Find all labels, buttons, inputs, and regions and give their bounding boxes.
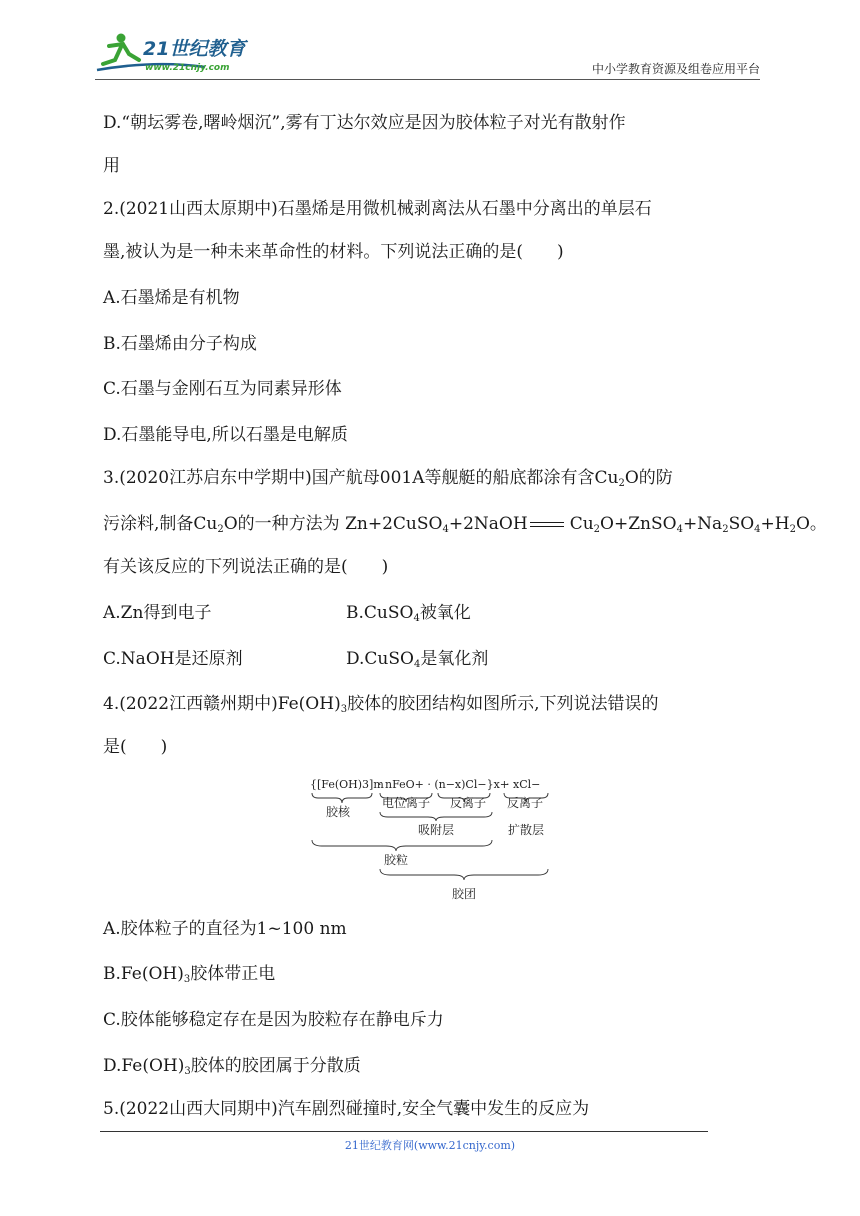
logo-url: www.21cnjy.com	[145, 63, 230, 73]
micelle-structure-diagram	[308, 776, 553, 904]
q2-stem-line1: 2.(2021山西太原期中)石墨烯是用微机械剥离法从石墨中分离出的单层石	[103, 199, 652, 219]
q4-stem-line2: 是( )	[103, 737, 168, 757]
q5-stem-line1: 5.(2022山西大同期中)汽车剧烈碰撞时,安全气囊中发生的反应为	[103, 1099, 590, 1119]
q4-option-c: C.胶体能够稳定存在是因为胶粒存在静电斥力	[103, 1010, 444, 1030]
label-adsorption: 吸附层	[418, 823, 455, 837]
logo-text: 21世纪教育	[143, 38, 246, 60]
label-counter-ion-2: 反离子	[507, 796, 544, 810]
q3-stem-line2: 污涂料,制备$Cu_2O$的一种方法为 Zn+2CuSO$_4$+2NaOH $Cu_2O+ZnSO_4+Na_2SO_4+H_2O$。	[103, 514, 827, 535]
q3-option-c: C.NaOH是还原剂	[103, 649, 243, 669]
q4-option-b: $B.Fe(OH)_3$胶体带正电	[103, 964, 276, 985]
label-micelle: 胶团	[452, 887, 477, 901]
q3-equation: Zn+2CuSO$_4$+2NaOH $Cu_2O+ZnSO_4+Na_2SO_4+H_2O$。	[345, 514, 827, 535]
logo-icon	[95, 30, 270, 76]
q2-option-d: D.石墨能导电,所以石墨是电解质	[103, 425, 348, 445]
q4-option-a: A.胶体粒子的直径为1~100 nm	[103, 919, 347, 939]
q1-option-d-line2: 用	[103, 156, 120, 176]
q2-option-a: A.石墨烯是有机物	[103, 288, 240, 308]
label-particle: 胶粒	[384, 853, 409, 867]
q3-stem-line3: 有关该反应的下列说法正确的是( )	[103, 557, 389, 577]
q3-option-a: A.Zn得到电子	[103, 603, 212, 623]
footer-divider	[100, 1131, 708, 1132]
q4-stem-line1: 4.(2022江西赣州期中)$Fe(OH)_3$胶体的胶团结构如图所示,下列说法错误的	[103, 694, 659, 715]
label-counter-ion: 反离子	[450, 796, 487, 810]
brace-core	[312, 793, 372, 803]
brace-adsorption	[380, 812, 492, 821]
footer-link[interactable]: 21世纪教育网(www.21cnjy.com)	[344, 1139, 516, 1152]
q2-stem-line2: 墨,被认为是一种未来革命性的材料。下列说法正确的是( )	[103, 242, 564, 262]
q3-option-d: D.CuSO$_4$是氧化剂	[346, 649, 489, 670]
q1-option-d-line1: D.“朝坛雾卷,曙岭烟沉”,雾有丁达尔效应是因为胶体粒子对光有散射作	[103, 113, 626, 133]
brace-micelle	[380, 869, 548, 880]
formula-core: {[Fe(OH)3]m	[310, 778, 384, 791]
formula-adsorption: · nFeO+ · (n−x)Cl−}x+	[378, 778, 510, 791]
label-diffusion: 扩散层	[508, 823, 545, 837]
formula-diffusion: · xCl−	[506, 778, 541, 791]
page-header	[95, 30, 760, 78]
q3-option-b: B.CuSO$_4$被氧化	[346, 603, 471, 624]
brace-particle	[312, 840, 492, 851]
equals-sign	[530, 520, 564, 530]
label-core: 胶核	[326, 805, 351, 819]
q3-stem-line1: 3.(2020江苏启东中学期中)国产航母001A等舰艇的船底都涂有含$Cu_2O$的防	[103, 468, 673, 489]
q2-option-c: C.石墨与金刚石互为同素异形体	[103, 379, 342, 399]
label-potential-ion: 电位离子	[382, 796, 431, 810]
header-divider	[95, 79, 760, 80]
q2-option-b: B.石墨烯由分子构成	[103, 334, 257, 354]
q4-option-d: $D.Fe(OH)_3$胶体的胶团属于分散质	[103, 1056, 361, 1077]
header-platform-text: 中小学教育资源及组卷应用平台	[591, 62, 760, 76]
